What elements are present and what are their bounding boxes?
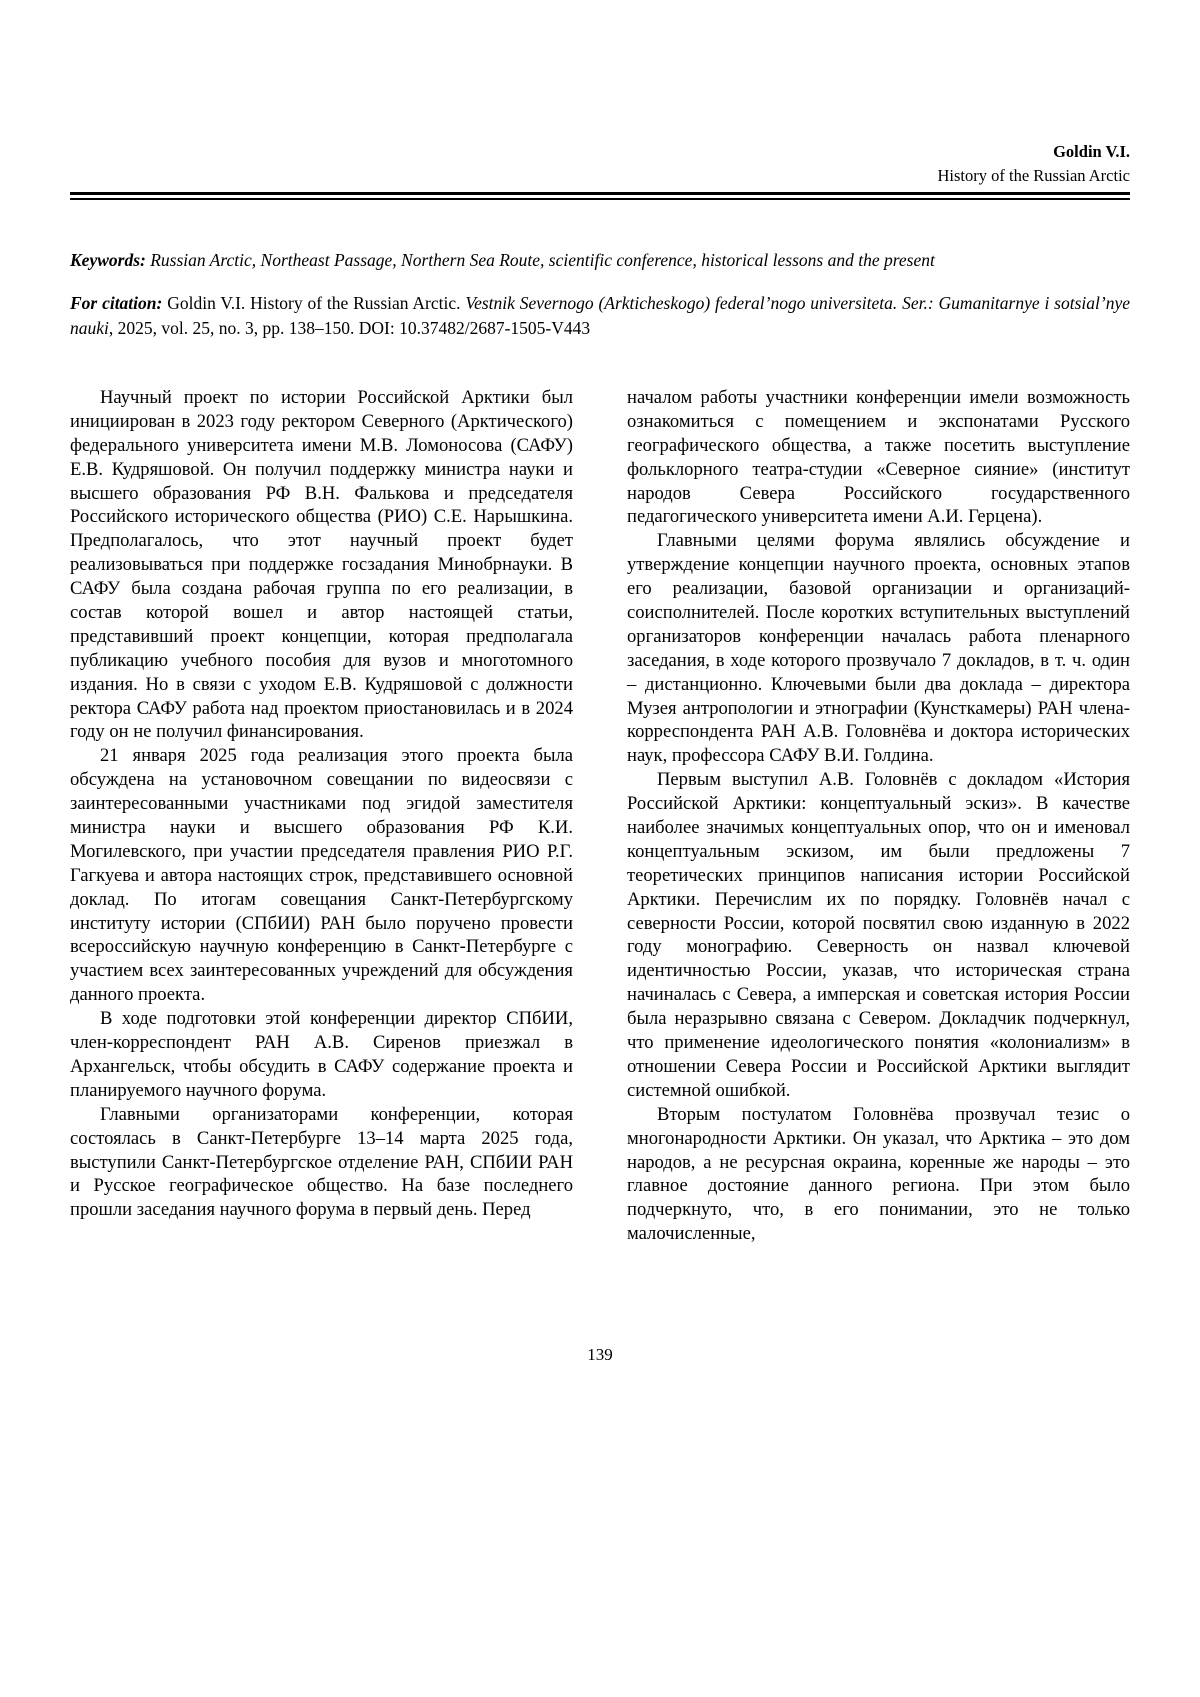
- keywords-text: Russian Arctic, Northeast Passage, Northern Sea Route, scientific conference, historical lessons and the present: [150, 250, 935, 270]
- body-columns: [70, 386, 1130, 1306]
- running-head: [70, 140, 1130, 188]
- paragraph: 21 января 2025 года реализация этого проекта была обсуждена на установочном совещании по видеосвязи с заинтересованными участниками под эгидой заместителя министра науки и высшего образования РФ К.И. Могилевского, при участии председателя правления РИО Р.Г. Гагкуева и автора настоящих строк, представившего основной доклад. По итогам совещания Санкт-Петербургскому институту истории (СПбИИ) РАН было поручено провести всероссийскую научную конференцию в Санкт-Петербурге с участием всех заинтересованных учреждений для обсуждения данного проекта.: [70, 745, 573, 1006]
- column-left: [70, 386, 573, 1306]
- header-rule: [70, 192, 1130, 200]
- paragraph: В ходе подготовки этой конференции директор СПбИИ, член-корреспондент РАН А.В. Сиренов приезжал в Архангельск, чтобы обсудить в САФУ содержание проекта и планируемого научного форума.: [70, 1008, 573, 1101]
- paragraph: Главными целями форума являлись обсуждение и утверждение концепции научного проекта, основных этапов его реализации, базовой организации и организаций-соисполнителей. После коротких вступительных выступлений организаторов конференции началась работа пленарного заседания, в ходе которого прозвучало 7 докладов, в т. ч. один – дистанционно. Ключевыми были два доклада – директора Музея антропологии и этнографии (Кунсткамеры) РАН члена-корреспондента РАН А.В. Головнёва и доктора исторических наук, профессора САФУ В.И. Голдина.: [627, 530, 1130, 767]
- paragraph: Главными организаторами конференции, которая состоялась в Санкт-Петербурге 13–14 марта 2025 года, выступили Санкт-Петербургское отделение РАН, СПбИИ РАН и Русское географическое общество. На базе последнего прошли заседания научного форума в первый день. Перед: [70, 1103, 573, 1221]
- paragraph: началом работы участники конференции имели возможность ознакомиться с помещением и экспонатами Русского географического общества, а также посетить выступление фольклорного театра-студии «Северное сияние» (институт народов Севера Российского государственного педагогического университета имени А.И. Герцена).: [627, 387, 1130, 528]
- citation-plain-first: Goldin V.I. History of the Russian Arctic.: [167, 292, 466, 313]
- running-head-author: Goldin V.I.: [1053, 142, 1130, 161]
- paragraph: Вторым постулатом Головнёва прозвучал тезис о многонародности Арктики. Он указал, что Арктика – это дом народов, а не ресурсная окраина, коренные же народы – это главное достояние данного региона. При этом было подчеркнуто, что, в его понимании, это не только малочисленные,: [627, 1103, 1130, 1245]
- keywords-label: Keywords:: [70, 250, 146, 270]
- header-rule-thin: [70, 198, 1130, 200]
- citation-journal: Vestnik Severnogo (Arkticheskogo) federal’nogo universiteta. Ser.: Gumanitarnye i sotsial’nye nauki: [70, 292, 1130, 338]
- page-number: 139: [587, 1345, 613, 1364]
- article-meta: [70, 248, 1130, 359]
- citation-plain-second: , 2025, vol. 25, no. 3, pp. 138–150. DOI: 10.37482/2687-1505-V443: [108, 317, 591, 338]
- paragraph: Научный проект по истории Российской Арктики был инициирован в 2023 году ректором Северного (Арктического) федерального университета имени М.В. Ломоносова (САФУ) Е.В. Кудряшовой. Он получил поддержку министра науки и высшего образования РФ В.Н. Фалькова и председателя Российского исторического общества (РИО) С.Е. Нарышкина. Предполагалось, что этот научный проект будет реализовываться при поддержке госзадания Минобрнауки. В САФУ была создана рабочая группа по его реализации, в состав которой вошел и автор настоящей статьи, представивший проект концепции, которая предполагала публикацию учебного пособия для вузов и многотомного издания. Но в связи с уходом Е.В. Кудряшовой с должности ректора САФУ работа над проектом приостановилась и в 2024 году он не получил финансирования.: [70, 387, 573, 743]
- paragraph: Первым выступил А.В. Головнёв с докладом «История Российской Арктики: концептуальный эскиз». В качестве наиболее значимых концептуальных опор, что он и именовал концептуальным эскизом, им были предложены 7 теоретических принципов написания истории Российской Арктики. Перечислим их по порядку. Головнёв начал с северности России, которой посвятил свою изданную в 2022 году монографию. Северность он назвал ключевой идентичностью России, указав, что историческая страна начиналась с Севера, а имперская и советская история России была неразрывно связана с Севером. Докладчик подчеркнул, что применение идеологического понятия «колониализм» в отношении Севера России и Российской Арктики выглядит системной ошибкой.: [627, 769, 1130, 1101]
- running-head-title: History of the Russian Arctic: [937, 165, 1130, 185]
- keywords-block: [70, 248, 1130, 273]
- column-right: [627, 386, 1130, 1306]
- citation-label: For citation:: [70, 292, 163, 313]
- citation-block: [70, 291, 1130, 341]
